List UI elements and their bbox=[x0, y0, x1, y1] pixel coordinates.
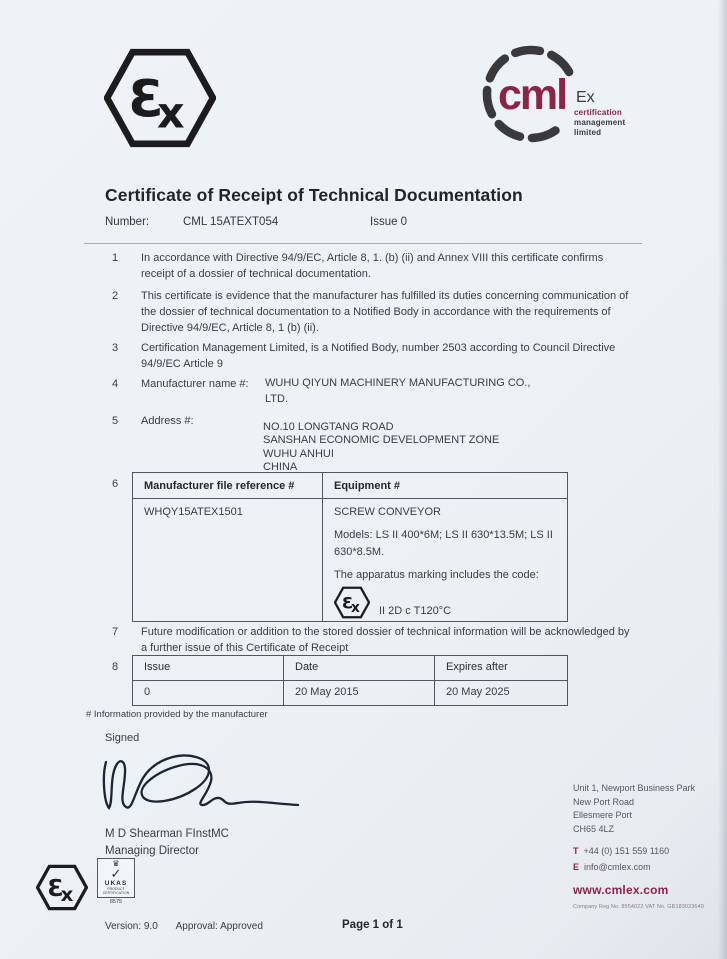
issue-value: 0 bbox=[133, 681, 284, 705]
equipment-models: Models: LS II 400*6M; LS II 630*13.5M; LS II 630*8.5M. bbox=[334, 529, 553, 558]
ukas-subtitle: PRODUCT CERTIFICATION bbox=[102, 887, 130, 895]
email-label: E bbox=[573, 862, 580, 872]
address-line: SANSHAN ECONOMIC DEVELOPMENT ZONE bbox=[263, 434, 500, 447]
clause-number: 4 bbox=[112, 378, 119, 390]
signed-label: Signed bbox=[105, 732, 140, 744]
certificate-number: CML 15ATEXT054 bbox=[183, 216, 279, 228]
clause-number-8: 8 bbox=[112, 661, 119, 673]
certificate-title: Certificate of Receipt of Technical Documentation bbox=[105, 185, 523, 205]
signature-scribble bbox=[98, 750, 308, 822]
manufacturer-label: Manufacturer name #: bbox=[141, 378, 249, 390]
header-equipment: Equipment # bbox=[334, 480, 401, 492]
clause-number: 1 bbox=[112, 252, 119, 264]
manufacturer-address bbox=[263, 421, 499, 475]
checkmark-icon: ✓ bbox=[110, 866, 122, 881]
approval-label: Approval: Approved bbox=[175, 921, 263, 932]
manufacturer-footnote: # Information provided by the manufacturer bbox=[86, 709, 268, 720]
clause-text: This certificate is evidence that the manufacturer has fulfilled its duties concerning communication of the dossier of technical documentation to a Notified Body in accordance with the requirements of Directive 94/9/EC, Article 8, 1 (b) (ii). bbox=[141, 290, 629, 334]
contact-address-line: New Port Road bbox=[573, 796, 635, 807]
cml-dashed-circle-icon bbox=[482, 40, 662, 158]
issue-table bbox=[132, 655, 568, 706]
address-line: WUHU ANHUI bbox=[263, 447, 334, 460]
clause-5-address bbox=[112, 413, 642, 474]
clause-text: Certification Management Limited, is a Notified Body, number 2503 according to Council Directive 94/9/EC Article 9 bbox=[141, 342, 616, 370]
phone-number: +44 (0) 151 559 1160 bbox=[583, 846, 670, 856]
cml-sub-management: management bbox=[574, 118, 626, 127]
address-line: NO.10 LONGTANG ROAD bbox=[263, 421, 394, 433]
signatory-role: Managing Director bbox=[105, 845, 199, 857]
equipment-name: SCREW CONVEYOR bbox=[334, 506, 441, 518]
ukas-badge bbox=[97, 858, 135, 905]
atex-x-glyph: x bbox=[156, 88, 185, 139]
company-registration: Company Reg No. 8554022 VAT No. GB183023640 bbox=[573, 904, 704, 910]
clause-number: 7 bbox=[112, 626, 119, 638]
clause-text: Future modification or addition to the stored dossier of technical information will be acknowledged by a further issue of this Certificate of Receipt bbox=[141, 626, 630, 654]
header-issue: Issue bbox=[133, 656, 284, 680]
page-number: Page 1 of 1 bbox=[342, 919, 403, 931]
clause-7 bbox=[112, 624, 642, 656]
file-table-row bbox=[133, 499, 567, 621]
contact-address-line: Unit 1, Newport Business Park bbox=[573, 783, 696, 793]
version-row bbox=[105, 921, 263, 932]
marking-intro: The apparatus marking includes the code: bbox=[334, 569, 539, 581]
issue-table-header bbox=[133, 656, 567, 681]
clause-3 bbox=[112, 340, 642, 372]
ukas-number: 8575 bbox=[109, 899, 123, 905]
phone-label: T bbox=[573, 846, 579, 856]
cml-ex-label: Ex bbox=[576, 89, 595, 106]
header-divider bbox=[84, 243, 642, 244]
clause-4-manufacturer bbox=[112, 376, 642, 405]
manufacturer-name bbox=[265, 376, 575, 407]
file-reference-table bbox=[132, 472, 568, 622]
atex-x-glyph: x bbox=[60, 883, 74, 907]
clause-number-6: 6 bbox=[112, 478, 119, 490]
cml-sub-limited: limited bbox=[574, 128, 602, 137]
file-reference-value: WHQY15ATEX1501 bbox=[133, 499, 323, 621]
contact-address-line: Ellesmere Port bbox=[573, 810, 633, 820]
clause-number: 2 bbox=[112, 290, 119, 302]
atex-epsilon-glyph: Ɛ bbox=[128, 70, 164, 130]
header-manufacturer-file-ref: Manufacturer file reference # bbox=[133, 473, 323, 498]
issue-table-row bbox=[133, 681, 567, 705]
email-address: info@cmlex.com bbox=[584, 862, 651, 872]
crown-icon: ♛ bbox=[112, 859, 120, 868]
atex-ex-hexagon-small-icon bbox=[334, 586, 370, 619]
certificate-number-row bbox=[105, 216, 585, 228]
header-expires: Expires after bbox=[446, 661, 508, 673]
clause-1 bbox=[112, 250, 642, 282]
phone-line bbox=[573, 844, 723, 858]
atex-x-glyph: x bbox=[351, 599, 360, 616]
cml-sub-lines bbox=[574, 108, 625, 138]
issue-label: Issue 0 bbox=[370, 216, 408, 228]
equipment-cell bbox=[323, 499, 567, 621]
number-label: Number: bbox=[105, 216, 150, 228]
marking-row bbox=[334, 586, 556, 619]
website-url: www.cmlex.com bbox=[573, 883, 669, 897]
clause-number: 5 bbox=[112, 415, 119, 427]
manufacturer-name-line2: LTD. bbox=[265, 392, 289, 405]
cml-sub-certification: certification bbox=[574, 108, 622, 117]
version-label: Version: 9.0 bbox=[105, 921, 158, 932]
atex-ex-hexagon-footer-icon bbox=[36, 864, 88, 911]
contact-block bbox=[573, 782, 723, 910]
marking-code: II 2D c T120°C bbox=[379, 605, 452, 617]
ukas-name: UKAS bbox=[104, 880, 128, 887]
address-line: CHINA bbox=[263, 461, 298, 474]
contact-address-line: CH65 4LZ bbox=[573, 823, 615, 834]
signatory-name: M D Shearman FInstMC bbox=[105, 828, 229, 840]
clause-number: 3 bbox=[112, 342, 119, 354]
date-value: 20 May 2015 bbox=[284, 681, 435, 705]
atex-epsilon-glyph: Ɛ bbox=[341, 593, 354, 613]
atex-ex-hexagon-icon bbox=[104, 42, 216, 154]
clause-text: In accordance with Directive 94/9/EC, Article 8, 1. (b) (ii) and Annex VIII this certificate confirms receipt of a dossier of technical documentation. bbox=[141, 252, 604, 280]
manufacturer-name-line1: WUHU QIYUN MACHINERY MANUFACTURING CO., bbox=[265, 377, 531, 389]
cml-logo bbox=[482, 40, 662, 158]
header-date: Date bbox=[284, 656, 435, 680]
atex-epsilon-glyph: Ɛ bbox=[47, 873, 64, 902]
ukas-box bbox=[97, 858, 135, 898]
address-label: Address #: bbox=[141, 415, 194, 427]
expires-value: 20 May 2025 bbox=[446, 686, 510, 698]
cml-wordmark: cml bbox=[498, 71, 567, 119]
file-table-header bbox=[133, 473, 567, 499]
clause-2 bbox=[112, 288, 642, 336]
email-line bbox=[573, 860, 723, 874]
